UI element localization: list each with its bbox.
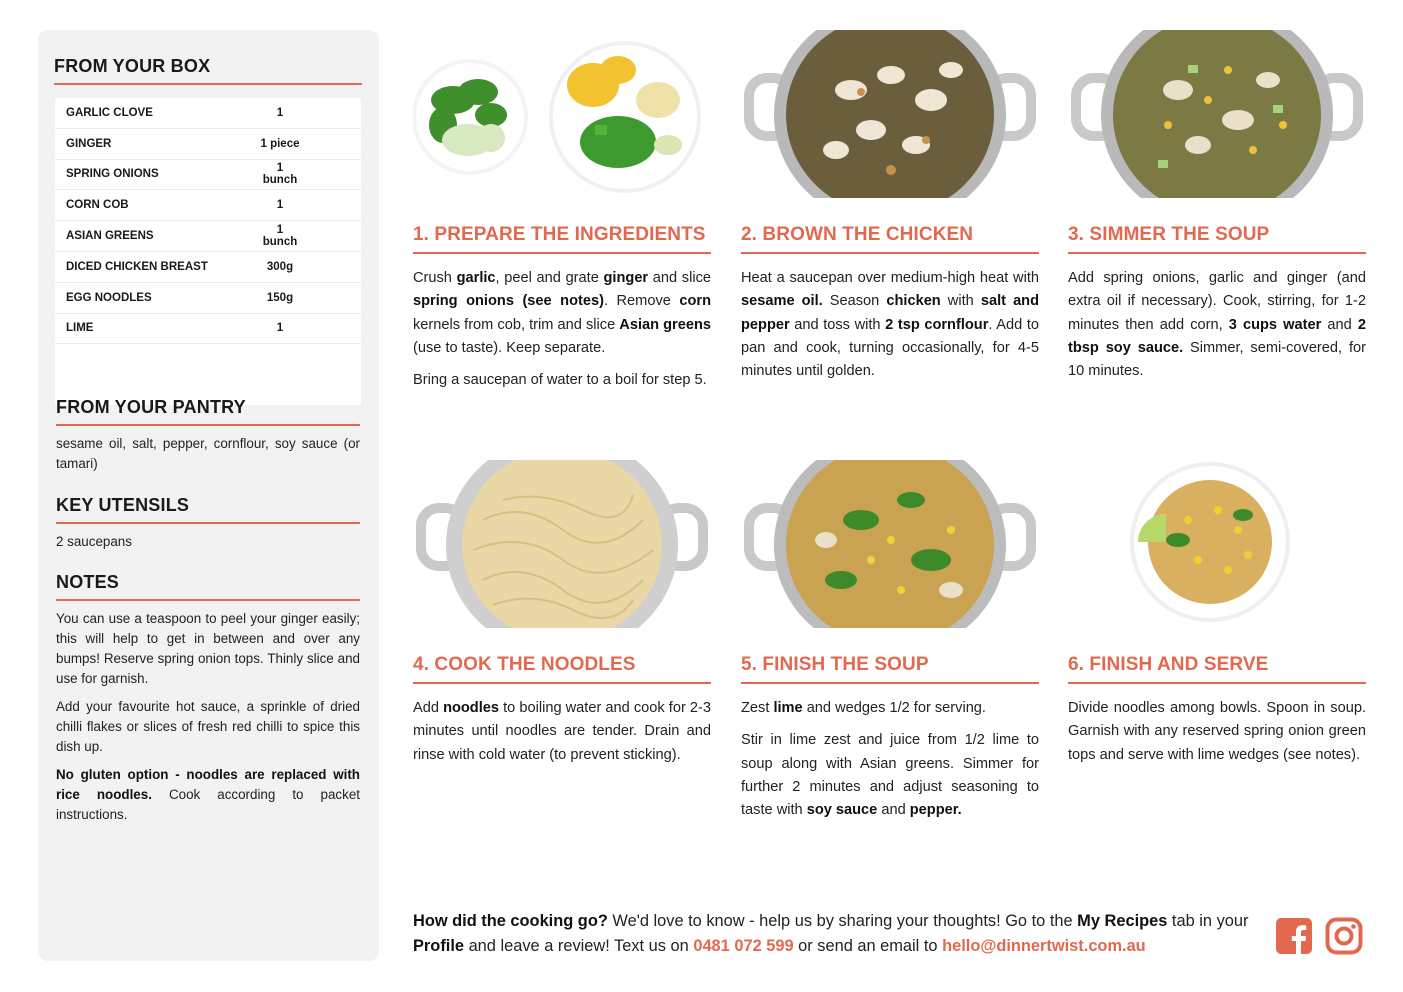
ingredient-name: LIME (66, 322, 94, 335)
notes-section (56, 572, 360, 833)
step-5-title: 5. FINISH THE SOUP (741, 654, 1039, 684)
text-segment: . Add to pan and cook, turning occasionally, for 4-5 minutes until golden. (741, 316, 1039, 380)
utensils-text: 2 saucepans (56, 534, 132, 549)
text-segment: . Remove (603, 293, 680, 310)
step-3-paragraph (1068, 267, 1366, 383)
gluten-option-label: No gluten option - noodles are replaced with rice noodles. (56, 767, 360, 802)
feedback-question: How did the cooking go? (413, 912, 608, 930)
step-5 (741, 460, 1039, 880)
text-segment: and wedges 1/2 for serving. (802, 700, 986, 716)
footer-text: We'd love to know - help us by sharing your thoughts! Go to the (607, 912, 1078, 930)
note-paragraph (56, 765, 360, 825)
step-4 (413, 460, 711, 880)
step-2-paragraph (741, 267, 1039, 383)
feedback-footer (413, 909, 1263, 959)
ingredient-name: GINGER (66, 137, 112, 150)
ingredient-name: SPRING ONIONS (66, 168, 159, 181)
step-2-body (741, 267, 1039, 392)
highlighted-ingredient: sesame oil. (741, 293, 823, 310)
highlighted-ingredient: garlic (456, 270, 496, 286)
step-6-title: 6. FINISH AND SERVE (1068, 654, 1366, 684)
footer-text: and leave a review! Text us on (464, 937, 694, 955)
step-6-body (1068, 697, 1366, 776)
profile-link[interactable]: Profile (413, 937, 465, 955)
pantry-section (56, 397, 360, 474)
ingredient-row (55, 98, 361, 129)
text-segment: with (940, 293, 981, 310)
text-segment: kernels from cob, trim and slice (413, 316, 620, 333)
text-segment: Add (413, 700, 444, 716)
footer-text: or send an email to (793, 937, 943, 955)
ingredient-name: GARLIC CLOVE (66, 106, 153, 119)
step-1-paragraph (413, 267, 711, 360)
instagram-icon[interactable] (1325, 917, 1363, 955)
ingredient-row (55, 252, 361, 283)
ingredients-table (55, 98, 361, 405)
highlighted-ingredient: salt and pepper (741, 293, 1040, 333)
ingredient-qty: 1 piece (260, 137, 300, 150)
phone-link[interactable]: 0481 072 599 (693, 937, 794, 955)
ingredient-name: EGG NOODLES (66, 291, 152, 304)
ingredient-row (55, 160, 361, 191)
step-3-body (1068, 267, 1366, 392)
highlighted-ingredient: Asian greens (619, 316, 711, 333)
text-segment: to boiling water and cook for 2-3 minutes until noodles are tender. Drain and rinse with cold water (to prevent sticking). (413, 700, 711, 763)
ingredient-name: ASIAN GREENS (66, 230, 154, 243)
highlighted-ingredient: 3 cups water (1228, 316, 1322, 333)
note-paragraph: Add your favourite hot sauce, a sprinkle of dried chilli flakes or slices of fresh red chilli to spice this dish up. (56, 699, 360, 754)
utensils-section (56, 495, 360, 552)
ingredient-row (55, 283, 361, 314)
ingredient-row (55, 221, 361, 252)
step-2-title: 2. BROWN THE CHICKEN (741, 224, 1039, 254)
pantry-heading: FROM YOUR PANTRY (56, 397, 360, 426)
text-segment: , peel and grate (495, 270, 604, 286)
step-6 (1068, 460, 1366, 880)
from-your-box-heading: FROM YOUR BOX (54, 56, 362, 85)
ingredient-qty: 1 bunch (262, 224, 298, 249)
text-segment: Crush (413, 270, 457, 286)
ingredient-qty: 1 (276, 106, 284, 119)
step-4-paragraph (413, 697, 711, 767)
highlighted-ingredient: pepper. (909, 802, 962, 819)
gluten-option-text: Cook according to packet instructions. (56, 787, 360, 822)
text-segment: Season (822, 293, 887, 310)
text-segment: Heat a saucepan over medium-high heat with (741, 270, 1039, 286)
step-5-body (741, 697, 1039, 831)
highlighted-ingredient: lime (773, 700, 803, 716)
browning-chicken-image (741, 30, 1039, 198)
ingredient-name: DICED CHICKEN BREAST (66, 260, 208, 273)
step-6-paragraph (1068, 697, 1366, 767)
ingredient-row (55, 129, 361, 160)
text-segment: and (1321, 316, 1358, 333)
ingredient-qty: 1 bunch (262, 162, 298, 187)
footer-text: tab in your (1167, 912, 1249, 930)
step-2 (741, 30, 1039, 450)
highlighted-ingredient: corn (679, 293, 711, 310)
ingredient-qty: 1 (276, 322, 284, 335)
highlighted-ingredient: ginger (603, 270, 649, 286)
served-bowl-image (1068, 460, 1366, 628)
step-1-paragraph: Bring a saucepan of water to a boil for step 5. (413, 372, 707, 389)
highlighted-ingredient: soy sauce (806, 802, 878, 819)
email-link[interactable]: hello@dinnertwist.com.au (942, 937, 1146, 955)
finished-soup-pot-image (741, 460, 1039, 628)
note-paragraph: You can use a teaspoon to peel your ginger easily; this will help to get in between and over any bumps! Reserve spring onion tops. Thinly slice and use for garnish. (56, 611, 360, 686)
step-1-body (413, 267, 711, 401)
highlighted-ingredient: spring onions (see notes) (413, 293, 604, 310)
highlighted-ingredient: chicken (886, 293, 941, 310)
facebook-icon[interactable] (1275, 917, 1313, 955)
simmering-soup-image (1068, 30, 1366, 198)
text-segment: (use to taste). Keep separate. (413, 339, 606, 356)
pantry-text: sesame oil, salt, pepper, cornflour, soy sauce (or tamari) (56, 436, 360, 471)
step-4-title: 4. COOK THE NOODLES (413, 654, 711, 684)
text-segment: Divide noodles among bowls. Spoon in soup. Garnish with any reserved spring onion green tops and serve with lime wedges (see notes). (1068, 700, 1366, 763)
text-segment: and (877, 802, 910, 819)
step-5-paragraph (741, 729, 1039, 822)
cooked-noodles-image (413, 460, 711, 628)
step-5-paragraph (741, 697, 1039, 720)
text-segment: Zest (741, 700, 774, 716)
ingredient-row (55, 190, 361, 221)
prepared-ingredients-image (413, 30, 711, 198)
text-segment: and toss with (789, 316, 886, 333)
text-segment: and slice (648, 270, 712, 286)
ingredient-qty: 300g (266, 260, 294, 273)
sidebar (38, 30, 379, 961)
step-3-title: 3. SIMMER THE SOUP (1068, 224, 1366, 254)
text-segment: Simmer, semi-covered, for 10 minutes. (1068, 339, 1366, 380)
step-3 (1068, 30, 1366, 450)
text-segment: Add spring onions, garlic and ginger (and extra oil if necessary). Cook, stirring, for 1-2 minutes then add corn, (1068, 270, 1366, 333)
notes-heading: NOTES (56, 572, 360, 601)
highlighted-ingredient: noodles (443, 700, 500, 716)
my-recipes-link[interactable]: My Recipes (1077, 912, 1168, 930)
step-1-title: 1. PREPARE THE INGREDIENTS (413, 224, 711, 254)
step-1 (413, 30, 711, 450)
ingredient-name: CORN COB (66, 199, 129, 212)
text-segment: Stir in lime zest and juice from 1/2 lime to soup along with Asian greens. Simmer for further 2 minutes and adjust seasoning to taste with (741, 732, 1039, 819)
ingredient-qty: 150g (266, 291, 294, 304)
ingredient-qty: 1 (276, 199, 284, 212)
highlighted-ingredient: 2 tsp cornflour (885, 316, 989, 333)
highlighted-ingredient: 2 tbsp soy sauce. (1068, 316, 1366, 356)
notes-text (56, 609, 360, 825)
step-4-body (413, 697, 711, 776)
ingredient-row (55, 314, 361, 345)
utensils-heading: KEY UTENSILS (56, 495, 360, 524)
